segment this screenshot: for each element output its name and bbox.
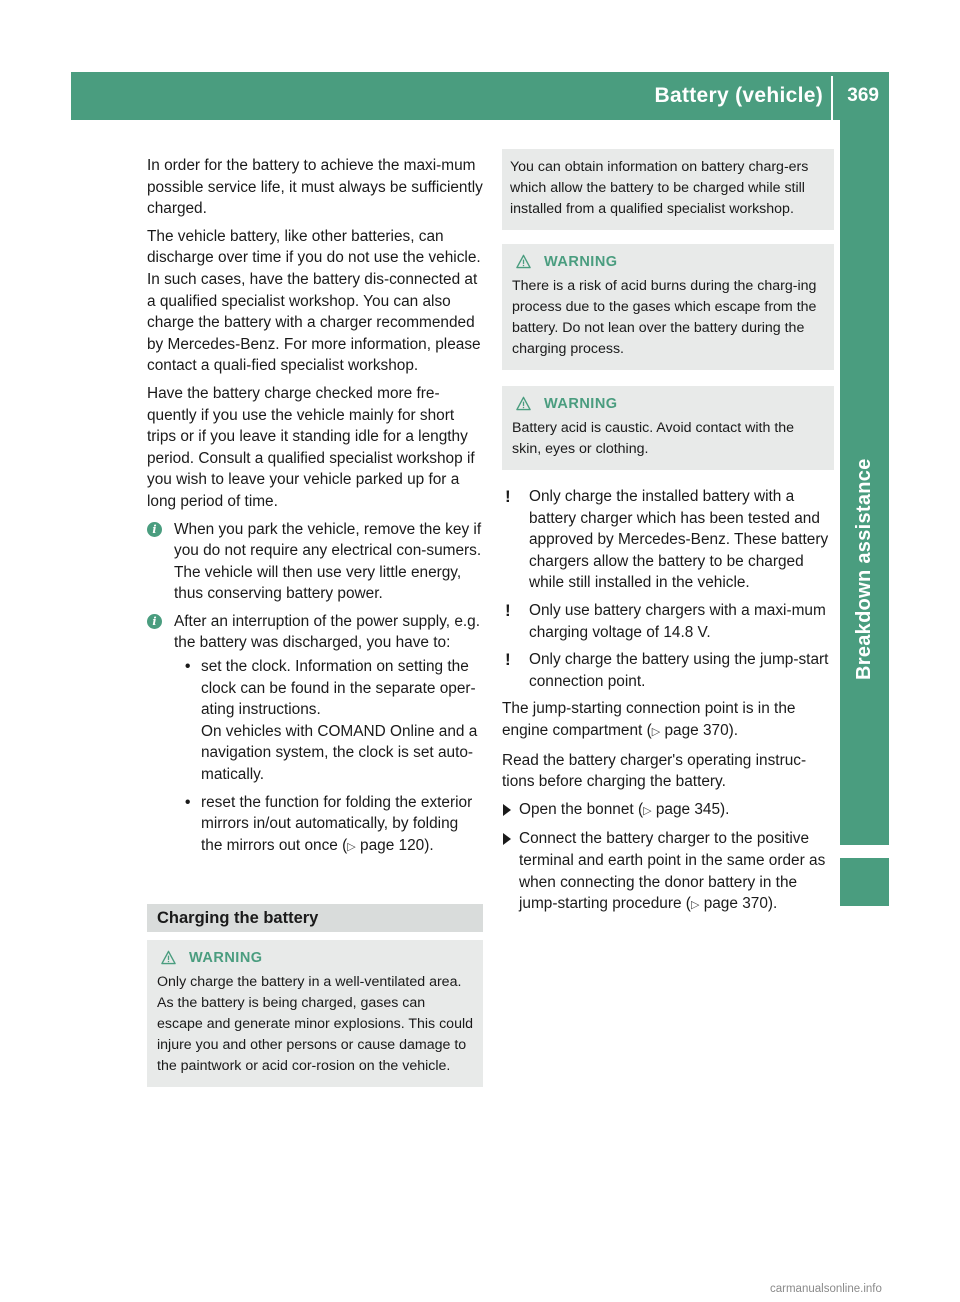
info-icon: i (147, 614, 162, 629)
caution-note (502, 649, 834, 692)
paragraph-text: The jump-starting connection point is in the engine compartment ( (502, 700, 796, 739)
warning-text: Battery acid is caustic. Avoid contact with the skin, eyes or clothing. (512, 420, 795, 457)
list-item-text: set the clock. Information on setting the clock can be found in the separate oper-ating instructions. (201, 658, 476, 719)
paragraph: In order for the battery to achieve the maxi-mum possible service life, it must always be sufficiently charged. (147, 157, 483, 218)
caution-note (502, 486, 834, 594)
paragraph: Have the battery charge checked more fre-quently if you use the vehicle mainly for short trips or if you leave it standing idle for a lengthy period. Consult a qualified specialist workshop if you wish to leave your vehicle parked up for a long period of time. (147, 384, 475, 510)
step-text: Connect the battery charger to the positive terminal and earth point in the same order as when connecting the donor battery in the jump-starting procedure ( (519, 830, 826, 913)
warning-label: WARNING (544, 254, 618, 270)
paragraph: Read the battery charger's operating instruc-tions before charging the battery. (502, 751, 807, 791)
exclamation-icon: ! (505, 650, 511, 670)
list-item-text: reset the function for folding the exterior mirrors in/out automatically, by folding the mirrors out once ( (201, 793, 473, 854)
warning-box (502, 386, 834, 470)
exclamation-icon: ! (505, 600, 511, 620)
list-item-continuation: On vehicles with COMAND Online and a navigation system, the clock is set auto-matically. (201, 722, 478, 784)
instruction-step (502, 799, 834, 823)
section-title: Battery (vehicle) (654, 84, 823, 107)
header-divider (831, 76, 833, 120)
info-text: After an interruption of the power supply, e.g. the battery was discharged, you have to: (174, 612, 480, 652)
warning-box (502, 244, 834, 370)
page-ref-arrow-icon: ▷ (690, 899, 700, 912)
info-box: You can obtain information on battery charg-ers which allow the battery to be charged while still installed from a qualified specialist workshop. (502, 149, 834, 230)
page-reference[interactable]: page 120). (360, 836, 434, 854)
warning-box (147, 940, 483, 1087)
page-reference[interactable]: page 370). (703, 895, 778, 913)
watermark: carmanualsonline.info (770, 1283, 882, 1295)
list-item (174, 656, 483, 786)
list-item (174, 792, 483, 859)
paragraph: The vehicle battery, like other batteries, can discharge over time if you do not use the vehicle. In such cases, have the battery dis-connected at a qualified specialist workshop. You can also charge the battery with a charger recommended by Mercedes-Benz. For more information, please contact a quali-fied specialist workshop. (147, 227, 481, 375)
header-bar (71, 72, 889, 120)
warning-text: There is a risk of acid burns during the charg-ing process due to the gases which escape from the battery. Do not lean over the battery during the charging process. (512, 278, 817, 357)
page-number: 369 (847, 85, 879, 106)
page-reference[interactable]: page 370). (664, 721, 739, 739)
warning-label: WARNING (544, 396, 618, 412)
page-ref-arrow-icon: ▷ (643, 804, 652, 817)
side-tab (840, 120, 889, 845)
info-text: When you park the vehicle, remove the key if you do not require any electrical con-sumers. The vehicle will then use very little energy, thus conserving battery power. (174, 520, 482, 603)
page-ref-arrow-icon: ▷ (651, 725, 661, 738)
warning-header (512, 252, 824, 274)
warning-header (512, 394, 824, 416)
side-tab-label: Breakdown assistance (853, 458, 875, 680)
info-note (147, 519, 483, 605)
warning-header (157, 948, 473, 970)
caution-note (502, 600, 834, 643)
warning-text: Only charge the battery in a well-ventilated area. As the battery is being charged, gases can escape and generate minor explosions. This could injure you and other persons or cause damage to the paintwork or acid cor-rosion on the vehicle. (157, 974, 473, 1075)
warning-triangle-icon (516, 254, 531, 269)
caution-text: Only charge the installed battery with a battery charger which has been tested and approved by Mercedes-Benz. These battery chargers allow the battery to be charged while still installed in the vehicle. (529, 488, 829, 592)
left-column (147, 155, 483, 1103)
step-text: Open the bonnet ( (519, 800, 644, 818)
warning-triangle-icon (161, 950, 176, 965)
instruction-step (502, 828, 834, 916)
right-column (502, 155, 834, 923)
caution-text: Only use battery chargers with a maxi-mum charging voltage of 14.8 V. (529, 601, 826, 641)
page-ref-arrow-icon: ▷ (347, 840, 356, 853)
paragraph (502, 698, 834, 743)
page-reference[interactable]: page 345). (655, 800, 730, 818)
side-marker (840, 858, 889, 906)
warning-label: WARNING (189, 950, 263, 967)
warning-triangle-icon (516, 396, 531, 411)
section-heading: Charging the battery (147, 904, 483, 932)
bullet-icon: • (185, 658, 191, 676)
bullet-icon: • (185, 793, 191, 811)
step-arrow-icon (503, 804, 511, 816)
exclamation-icon: ! (505, 487, 511, 506)
caution-text: Only charge the battery using the jump-start connection point. (529, 651, 829, 690)
step-arrow-icon (503, 833, 511, 845)
info-note (147, 611, 483, 859)
info-icon: i (147, 522, 162, 537)
